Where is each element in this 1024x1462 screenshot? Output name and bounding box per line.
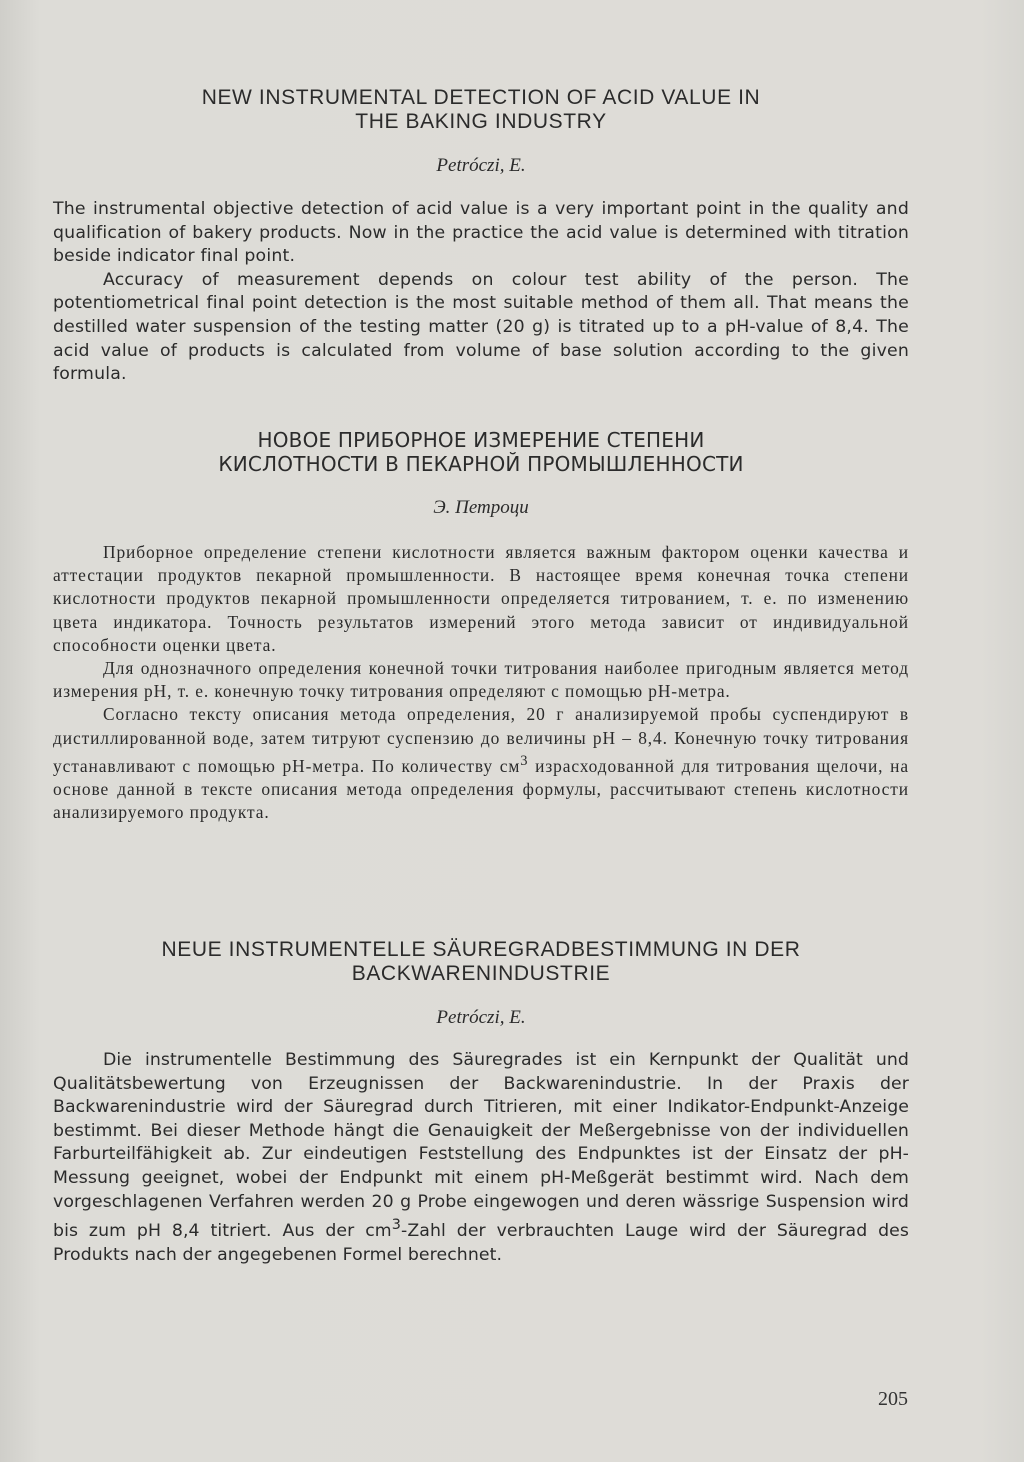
german-section — [53, 938, 909, 1267]
russian-paragraph-3 — [53, 703, 909, 824]
german-paragraph-part-b: -Zahl der verbrauchten Lauge wird der Säuregrad des Produkts nach der angegebenen Formel berechnet. — [53, 1220, 909, 1265]
russian-title-line2: КИСЛОТНОСТИ В ПЕКАРНОЙ ПРОМЫШЛЕННОСТИ — [218, 452, 744, 476]
russian-title-line1: НОВОЕ ПРИБОРНОЕ ИЗМЕРЕНИЕ СТЕПЕНИ — [257, 428, 705, 452]
russian-paragraph-2: Для однозначного определения конечной точки титрования наиболее пригодным является метод измерения pH, т. е. конечную точку титрования определяют с помощью pH-метра. — [53, 658, 909, 702]
russian-paragraph-3-part-a: Согласно тексту описания метода определения, 20 г анализируемой пробы суспендируют в дистиллированной воде, затем титруют суспензию до величины pH – 8,4. Конечную точку титрования устанавливают с помощью pH-метра. По количеству см — [53, 704, 909, 776]
russian-paragraph-3-part-b: израсходованной для титрования щелочи, на основе данной в тексте описания метода определения формулы, рассчитывают степень кислотности анализируемого продукта. — [53, 755, 909, 823]
russian-superscript: 3 — [520, 752, 529, 769]
russian-author: Э. Петроци — [433, 497, 529, 518]
english-paragraph-2: Accuracy of measurement depends on colour test ability of the person. The potentiometrical final point detection is the most suitable method of them all. That means the destilled water suspension of the testing matter (20 g) is titrated up to a pH-value of 8,4. The acid value of products is calculated from volume of base solution according to the given formula. — [53, 269, 909, 385]
german-superscript: 3 — [391, 1217, 402, 1234]
english-title-line2: THE BAKING INDUSTRY — [355, 110, 607, 133]
russian-section — [53, 428, 909, 824]
german-title-line2: BACKWARENINDUSTRIE — [351, 962, 611, 985]
russian-paragraph-1: Приборное определение степени кислотности является важным фактором оценки качества и аттестации продуктов пекарной промышленности. В настоящее время конечная точка степени кислотности продуктов пекарной промышленности определяется титрованием, т. е. по изменению цвета индикатора. Точность результатов измерений этого метода зависит от индивидуальной способности оценки цвета. — [53, 542, 909, 655]
german-title-line1: NEUE INSTRUMENTELLE SÄUREGRADBESTIMMUNG IN DER — [161, 938, 801, 961]
page-number: 205 — [878, 1388, 908, 1410]
german-paragraph — [53, 1049, 909, 1267]
german-author: Petróczi, E. — [436, 1007, 526, 1028]
english-title-line1: NEW INSTRUMENTAL DETECTION OF ACID VALUE IN — [201, 86, 761, 109]
english-section — [53, 86, 909, 387]
german-paragraph-part-a: Die instrumentelle Bestimmung des Säuregrades ist ein Kernpunkt der Qualität und Qualitätsbewertung von Erzeugnissen der Backwarenindustrie. In der Praxis der Backwarenindustrie wird der Säuregrad durch Titrieren, mit einer Indikator-Endpunkt-Anzeige bestimmt. Bei dieser Methode hängt die Genauigkeit der Meßergebnisse von der individuellen Farburteilfähigkeit ab. Zur eindeutigen Feststellung des Endpunktes ist der Einsatz der pH-Messung geeignet, wobei der Endpunkt mit einem pH-Meßgerät bestimmt wird. Nach dem vorgeschlagenen Verfahren werden 20 g Probe eingewogen und deren wässrige Suspension wird bis zum pH 8,4 titriert. Aus der cm — [53, 1050, 909, 1241]
english-author: Petróczi, E. — [436, 155, 526, 176]
english-paragraph-1: The instrumental objective detection of acid value is a very important point in the quality and qualification of bakery products. Now in the practice the acid value is determined with titration beside indicator final point. — [53, 199, 909, 267]
